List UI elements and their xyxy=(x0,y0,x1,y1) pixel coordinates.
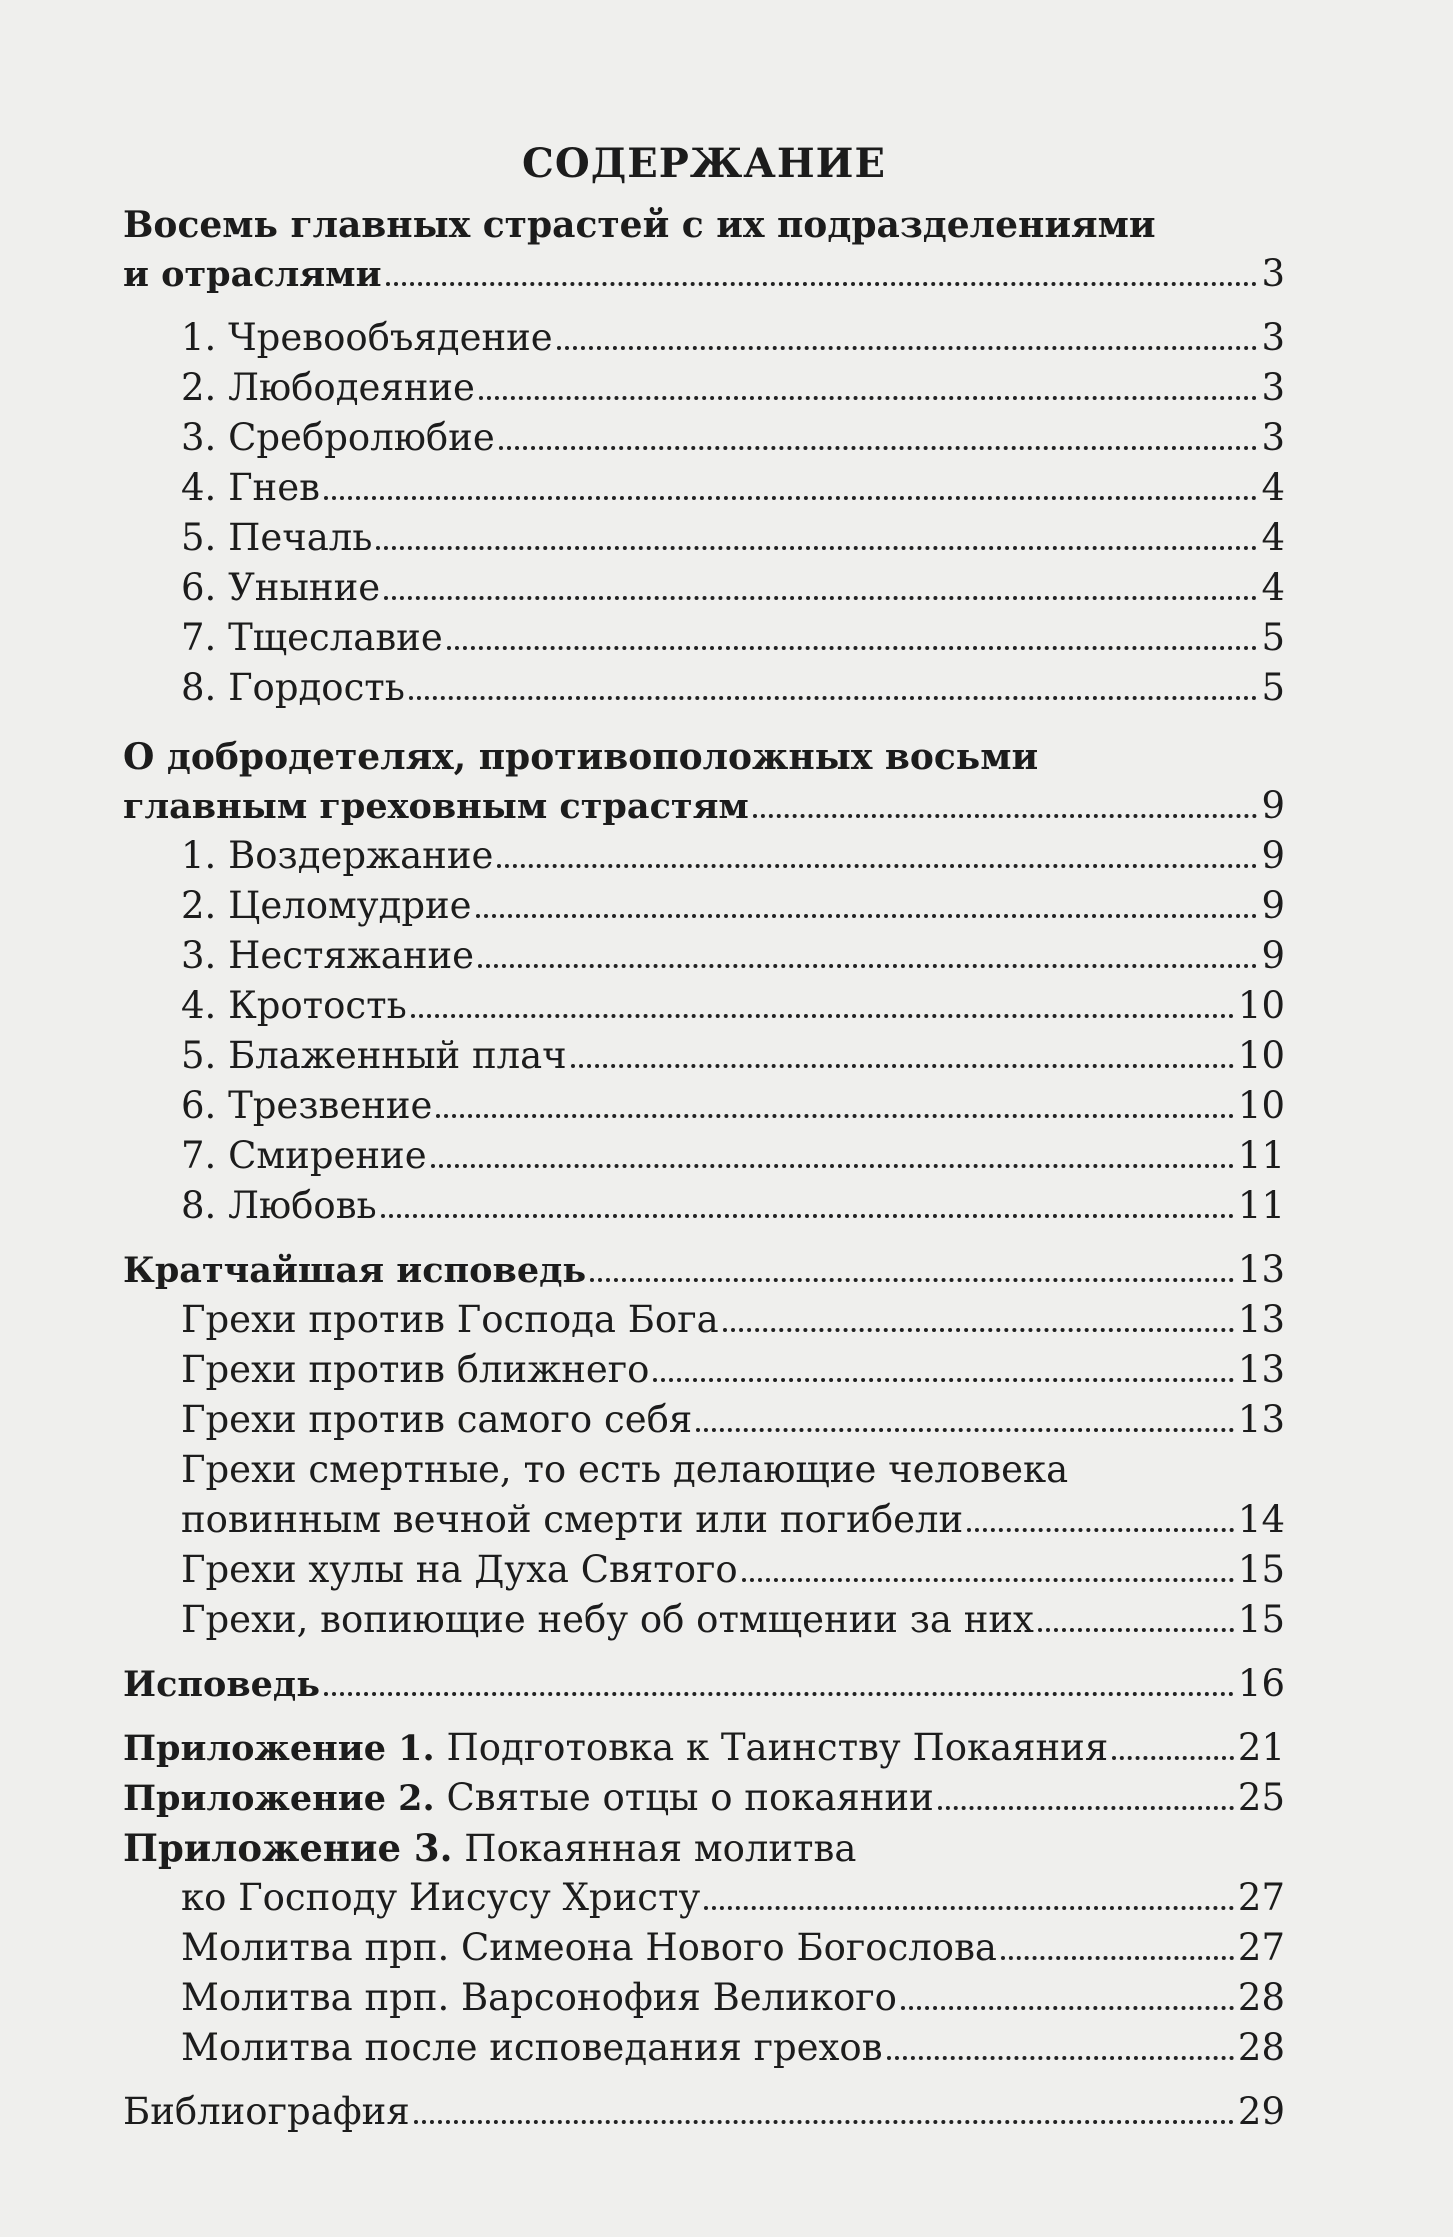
page-number: 5 xyxy=(1261,666,1285,709)
page-number: 5 xyxy=(1261,616,1285,659)
toc-entry[interactable] xyxy=(123,513,1285,563)
toc-entry-label: 2. Любодеяние xyxy=(181,366,475,409)
toc-entry[interactable] xyxy=(123,1659,1285,1709)
dot-leader xyxy=(1001,1956,1234,1960)
page-number: 11 xyxy=(1237,1184,1285,1227)
toc-entry-label: Молитва прп. Варсонофия Великого xyxy=(181,1976,897,2019)
toc-entry[interactable] xyxy=(123,881,1285,931)
toc-entry[interactable] xyxy=(123,1181,1285,1231)
dot-leader xyxy=(476,914,1258,918)
toc-entry-label: 6. Трезвение xyxy=(181,1084,433,1127)
page-number: 3 xyxy=(1261,316,1285,359)
toc-entry-label: 8. Гордость xyxy=(181,666,405,709)
toc-entry[interactable] xyxy=(123,463,1285,513)
toc-entry-label: 7. Тщеславие xyxy=(181,616,443,659)
page-number: 11 xyxy=(1237,1134,1285,1177)
toc-entry[interactable] xyxy=(123,313,1285,363)
toc-entry-label: 4. Гнев xyxy=(181,466,320,509)
toc-entry-label: Грехи против самого себя xyxy=(181,1398,693,1441)
toc-entry-label: Грехи, вопиющие небу об отмщении за них xyxy=(181,1598,1034,1641)
toc-entry[interactable] xyxy=(123,363,1285,413)
page-number: 21 xyxy=(1237,1726,1285,1769)
page-number: 15 xyxy=(1237,1548,1285,1591)
page-number: 16 xyxy=(1237,1662,1285,1705)
section-heading: О добродетелях, противоположных восьми xyxy=(123,736,1039,778)
toc-entry-label xyxy=(123,1823,1285,1873)
page-number: 4 xyxy=(1261,566,1285,609)
toc-entry-label: Молитва прп. Симеона Нового Богослова xyxy=(181,1926,997,1969)
dot-leader xyxy=(414,2120,1234,2124)
page-number: 10 xyxy=(1237,1034,1285,1077)
table-of-contents xyxy=(123,140,1285,2137)
dot-leader xyxy=(590,1278,1234,1282)
toc-entry-label: 7. Смирение xyxy=(181,1134,427,1177)
dot-leader xyxy=(901,2006,1234,2010)
toc-entry[interactable] xyxy=(123,1973,1285,2023)
page-number: 15 xyxy=(1237,1598,1285,1641)
dot-leader xyxy=(431,1164,1234,1168)
toc-entry[interactable] xyxy=(123,1131,1285,1181)
toc-entry-label: Грехи хулы на Духа Святого xyxy=(181,1548,738,1591)
toc-entry-label: Грехи против ближнего xyxy=(181,1348,650,1391)
dot-leader xyxy=(436,1114,1233,1118)
toc-entry[interactable] xyxy=(123,613,1285,663)
dot-leader xyxy=(479,396,1258,400)
toc-entry-label: 5. Блаженный плач xyxy=(181,1034,567,1077)
page-number: 3 xyxy=(1261,416,1285,459)
toc-entry-label: 3. Сребролюбие xyxy=(181,416,495,459)
toc-entry[interactable] xyxy=(123,981,1285,1031)
page-number: 29 xyxy=(1237,2090,1285,2133)
appendix-title: Подготовка к Таинству Покаяния xyxy=(446,1726,1109,1769)
appendix-title: Покаянная молитва xyxy=(464,1827,857,1870)
toc-entry[interactable] xyxy=(123,2023,1285,2073)
page-number: 27 xyxy=(1237,1876,1285,1919)
section-heading: Восемь главных страстей с их подразделениями xyxy=(123,204,1156,246)
toc-entry-label: 6. Уныние xyxy=(181,566,381,609)
dot-leader xyxy=(653,1378,1233,1382)
toc-entry[interactable] xyxy=(123,1081,1285,1131)
dot-leader xyxy=(753,814,1258,818)
dot-leader xyxy=(324,1692,1234,1696)
toc-entry[interactable] xyxy=(123,1723,1285,1773)
toc-entry[interactable] xyxy=(123,1545,1285,1595)
toc-entry[interactable] xyxy=(123,663,1285,713)
dot-leader xyxy=(704,1906,1234,1910)
page-number: 3 xyxy=(1261,366,1285,409)
dot-leader xyxy=(478,964,1257,968)
appendix-number: Приложение 1. xyxy=(123,1728,435,1769)
dot-leader xyxy=(409,696,1258,700)
dot-leader xyxy=(324,496,1258,500)
dot-leader xyxy=(1112,1756,1234,1760)
toc-entry[interactable] xyxy=(123,1923,1285,1973)
page-number: 25 xyxy=(1237,1776,1285,1819)
dot-leader xyxy=(967,1528,1234,1532)
appendix-number: Приложение 2. xyxy=(123,1778,435,1819)
toc-entry[interactable] xyxy=(123,781,1285,831)
toc-entry[interactable] xyxy=(123,1873,1285,1923)
page-number: 13 xyxy=(1237,1248,1285,1291)
toc-entry[interactable] xyxy=(123,1295,1285,1345)
dot-leader xyxy=(723,1328,1234,1332)
toc-entry-label: 4. Кротость xyxy=(181,984,407,1027)
toc-entry[interactable] xyxy=(123,563,1285,613)
page-number: 13 xyxy=(1237,1348,1285,1391)
page-number: 13 xyxy=(1237,1298,1285,1341)
dot-leader xyxy=(384,596,1257,600)
toc-entry-label: и отраслями xyxy=(123,254,382,295)
toc-entry-label: 3. Нестяжание xyxy=(181,934,475,977)
toc-entry[interactable] xyxy=(123,1495,1285,1545)
page-number: 13 xyxy=(1237,1398,1285,1441)
toc-entry[interactable] xyxy=(123,2087,1285,2137)
dot-leader xyxy=(557,346,1258,350)
toc-entry-label xyxy=(123,1773,934,1824)
toc-entry-label: 8. Любовь xyxy=(181,1184,377,1227)
toc-entry-label: Грехи против Господа Бога xyxy=(181,1298,719,1341)
dot-leader xyxy=(938,1806,1234,1810)
toc-entry[interactable] xyxy=(123,1773,1285,1823)
page-number: 4 xyxy=(1261,516,1285,559)
toc-entry[interactable] xyxy=(123,1395,1285,1445)
dot-leader xyxy=(571,1064,1234,1068)
page-number: 9 xyxy=(1261,834,1285,877)
toc-entry-label xyxy=(123,1723,1108,1774)
toc-entry-label: 1. Чревообъядение xyxy=(181,316,553,359)
dot-leader xyxy=(887,2056,1234,2060)
page-number: 27 xyxy=(1237,1926,1285,1969)
toc-entry[interactable] xyxy=(123,1345,1285,1395)
dot-leader xyxy=(381,1214,1234,1218)
toc-entry[interactable] xyxy=(123,1031,1285,1081)
toc-entry[interactable] xyxy=(123,413,1285,463)
toc-entry-label: ко Господу Иисусу Христу xyxy=(181,1876,701,1919)
dot-leader xyxy=(499,446,1258,450)
toc-entry-label: Молитва после исповедания грехов xyxy=(181,2026,883,2069)
dot-leader xyxy=(411,1014,1234,1018)
appendix-number: Приложение 3. xyxy=(123,1826,453,1870)
page-number: 4 xyxy=(1261,466,1285,509)
dot-leader xyxy=(447,646,1258,650)
dot-leader xyxy=(497,864,1257,868)
appendix-title: Святые отцы о покаянии xyxy=(446,1776,934,1819)
toc-entry-label: Кратчайшая исповедь xyxy=(123,1250,587,1291)
page-number: 3 xyxy=(1261,252,1285,295)
page-number: 28 xyxy=(1237,2026,1285,2069)
page-number: 9 xyxy=(1261,784,1285,827)
dot-leader xyxy=(742,1578,1234,1582)
toc-entry[interactable] xyxy=(123,831,1285,881)
toc-entry[interactable] xyxy=(123,249,1285,299)
toc-entry[interactable] xyxy=(123,1595,1285,1645)
toc-entry-label: Библиография xyxy=(123,2090,410,2133)
toc-entry-label: повинным вечной смерти или погибели xyxy=(181,1498,964,1541)
dot-leader xyxy=(386,282,1258,286)
toc-entry[interactable] xyxy=(123,931,1285,981)
toc-entry-label: 1. Воздержание xyxy=(181,834,494,877)
toc-entry[interactable] xyxy=(123,1245,1285,1295)
toc-entry-label: 5. Печаль xyxy=(181,516,373,559)
dot-leader xyxy=(696,1428,1234,1432)
page-number: 14 xyxy=(1237,1498,1285,1541)
toc-entry-label: Исповедь xyxy=(123,1664,321,1705)
page-number: 10 xyxy=(1237,984,1285,1027)
page-number: 10 xyxy=(1237,1084,1285,1127)
dot-leader xyxy=(1038,1628,1234,1632)
toc-entry-label: главным греховным страстям xyxy=(123,786,749,827)
toc-entry-label: Грехи смертные, то есть делающие человека xyxy=(181,1448,1069,1491)
dot-leader xyxy=(376,546,1257,550)
page-number: 28 xyxy=(1237,1976,1285,2019)
page-number: 9 xyxy=(1261,934,1285,977)
page-title: СОДЕРЖАНИЕ xyxy=(522,140,886,187)
toc-entry-label: 2. Целомудрие xyxy=(181,884,472,927)
page-number: 9 xyxy=(1261,884,1285,927)
